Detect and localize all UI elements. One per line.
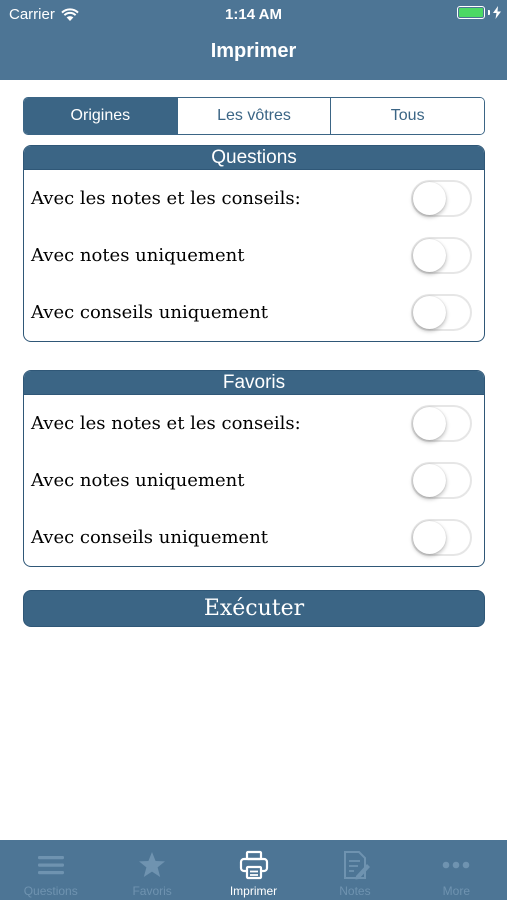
row-label: Avec notes uniquement [31,245,245,266]
source-segmented-control [23,97,485,135]
tab-label: Questions [23,884,78,898]
page-title: Imprimer [210,40,297,62]
list-icon [35,849,67,881]
favoris-panel-title: Favoris [24,371,484,395]
favoris-tips-only-toggle[interactable] [411,519,472,556]
row-label: Avec notes uniquement [31,470,245,491]
tab-label: Imprimer [229,884,278,898]
battery-indicator [457,6,501,19]
row-label: Avec conseils uniquement [31,527,269,548]
questions-row-notes-only [24,227,484,284]
execute-button[interactable]: Exécuter [23,590,485,627]
questions-row-notes-and-tips [24,170,484,227]
tab-questions[interactable] [0,840,101,900]
tab-more[interactable] [406,840,507,900]
questions-row-tips-only [24,284,484,341]
questions-tips-only-toggle[interactable] [411,294,472,331]
battery-icon [457,6,485,19]
printer-icon [238,849,270,881]
questions-panel-title: Questions [24,146,484,170]
row-label: Avec les notes et les conseils: [31,413,301,434]
tab-label: Favoris [132,884,172,898]
tab-favoris[interactable] [101,840,202,900]
segment-tous[interactable]: Tous [331,98,484,134]
more-dots-icon [440,849,472,881]
segment-origines[interactable]: Origines [24,98,178,134]
note-edit-icon [339,849,371,881]
star-icon [136,849,168,881]
questions-panel [23,145,485,342]
favoris-row-tips-only [24,509,484,566]
tab-notes[interactable] [304,840,405,900]
row-label: Avec les notes et les conseils: [31,188,301,209]
navigation-header [0,0,507,80]
tab-imprimer[interactable] [203,840,304,900]
favoris-notes-only-toggle[interactable] [411,462,472,499]
charging-bolt-icon [493,6,501,19]
questions-notes-and-tips-toggle[interactable] [411,180,472,217]
status-bar [0,0,507,28]
favoris-row-notes-only [24,452,484,509]
carrier-label: Carrier [9,6,55,23]
status-time: 1:14 AM [225,6,282,23]
tab-bar [0,840,507,900]
tab-label: More [442,884,470,898]
tab-label: Notes [339,884,371,898]
favoris-row-notes-and-tips [24,395,484,452]
row-label: Avec conseils uniquement [31,302,269,323]
questions-notes-only-toggle[interactable] [411,237,472,274]
favoris-panel [23,370,485,567]
favoris-notes-and-tips-toggle[interactable] [411,405,472,442]
segment-les-votres[interactable]: Les vôtres [178,98,332,134]
